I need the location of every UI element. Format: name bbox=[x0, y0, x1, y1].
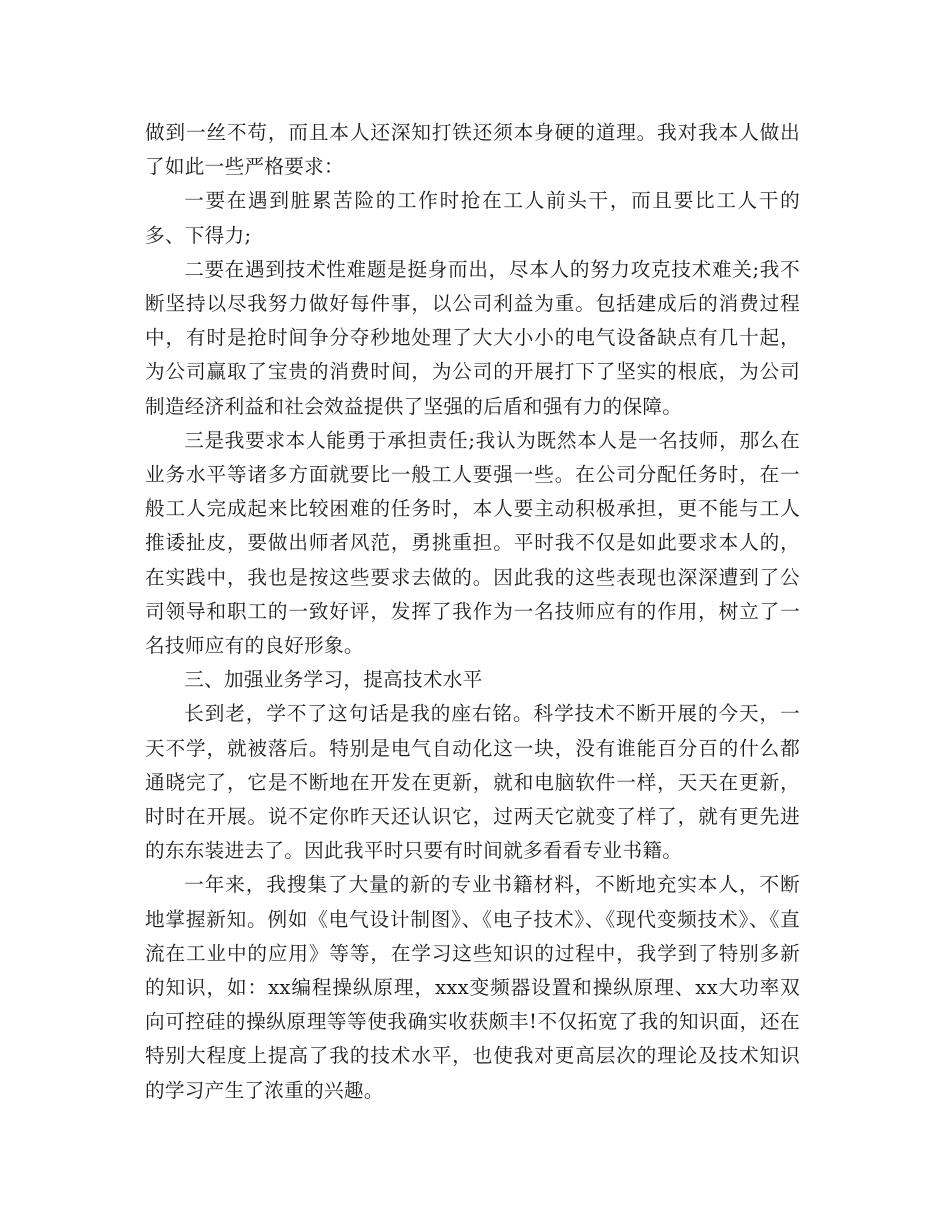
paragraph-continuation: 做到一丝不苟，而且本人还深知打铁还须本身硬的道理。我对我本人做出了如此一些严格要求： bbox=[145, 121, 800, 179]
paragraph-requirement-three: 三是我要求本人能勇于承担责任;我认为既然本人是一名技师，那么在业务水平等诸多方面就要比一般工人要强一些。在公司分配任务时，在一般工人完成起来比较困难的任务时，本人要主动积极承担，更不能与工人推诿扯皮，要做出师者风范，勇挑重担。平时我不仅是如此要求本人的，在实践中，我也是按这些要求去做的。因此我的这些表现也深深遭到了公司领导和职工的一致好评，发挥了我作为一名技师应有的作用，树立了一名技师应有的良好形象。 bbox=[145, 428, 800, 658]
document-body bbox=[145, 116, 800, 1108]
paragraph-lifelong-learning: 长到老，学不了这句话是我的座右铭。科学技术不断开展的今天，一天不学，就被落后。特别是电气自动化这一块，没有谁能百分百的什么都通晓完了，它是不断地在开发在更新，就和电脑软件一样，天天在更新，时时在开展。说不定你昨天还认识它，过两天它就变了样了，就有更先进的东东装进去了。因此我平时只要有时间就多看看专业书籍。 bbox=[145, 702, 800, 863]
paragraph-book-study: 一年来，我搜集了大量的新的专业书籍材料，不断地充实本人，不断地掌握新知。例如《电气设计制图》、《电子技术》、《现代变频技术》、《直流在工业中的应用》等等，在学习这些知识的过程中，我学到了特别多新的知识，如：xx编程操纵原理，xxx变频器设置和操纵原理、xx大功率双向可控硅的操纵原理等等使我确实收获颇丰!不仅拓宽了我的知识面，还在特别大程度上提高了我的技术水平，也使我对更高层次的理论及技术知识的学习产生了浓重的兴趣。 bbox=[145, 873, 800, 1102]
paragraph-requirement-two: 二要在遇到技术性难题是挺身而出，尽本人的努力攻克技术难关;我不断坚持以尽我努力做好每件事，以公司利益为重。包括建成后的消费过程中，有时是抢时间争分夺秒地处理了大大小小的电气设备缺点有几十起，为公司赢取了宝贵的消费时间，为公司的开展打下了坚实的根底，为公司制造经济利益和社会效益提供了坚强的后盾和强有力的保障。 bbox=[145, 257, 800, 418]
paragraph-requirement-one: 一要在遇到脏累苦险的工作时抢在工人前头干，而且要比工人干的多、下得力; bbox=[145, 189, 800, 247]
section-heading: 三、加强业务学习，提高技术水平 bbox=[184, 668, 483, 692]
